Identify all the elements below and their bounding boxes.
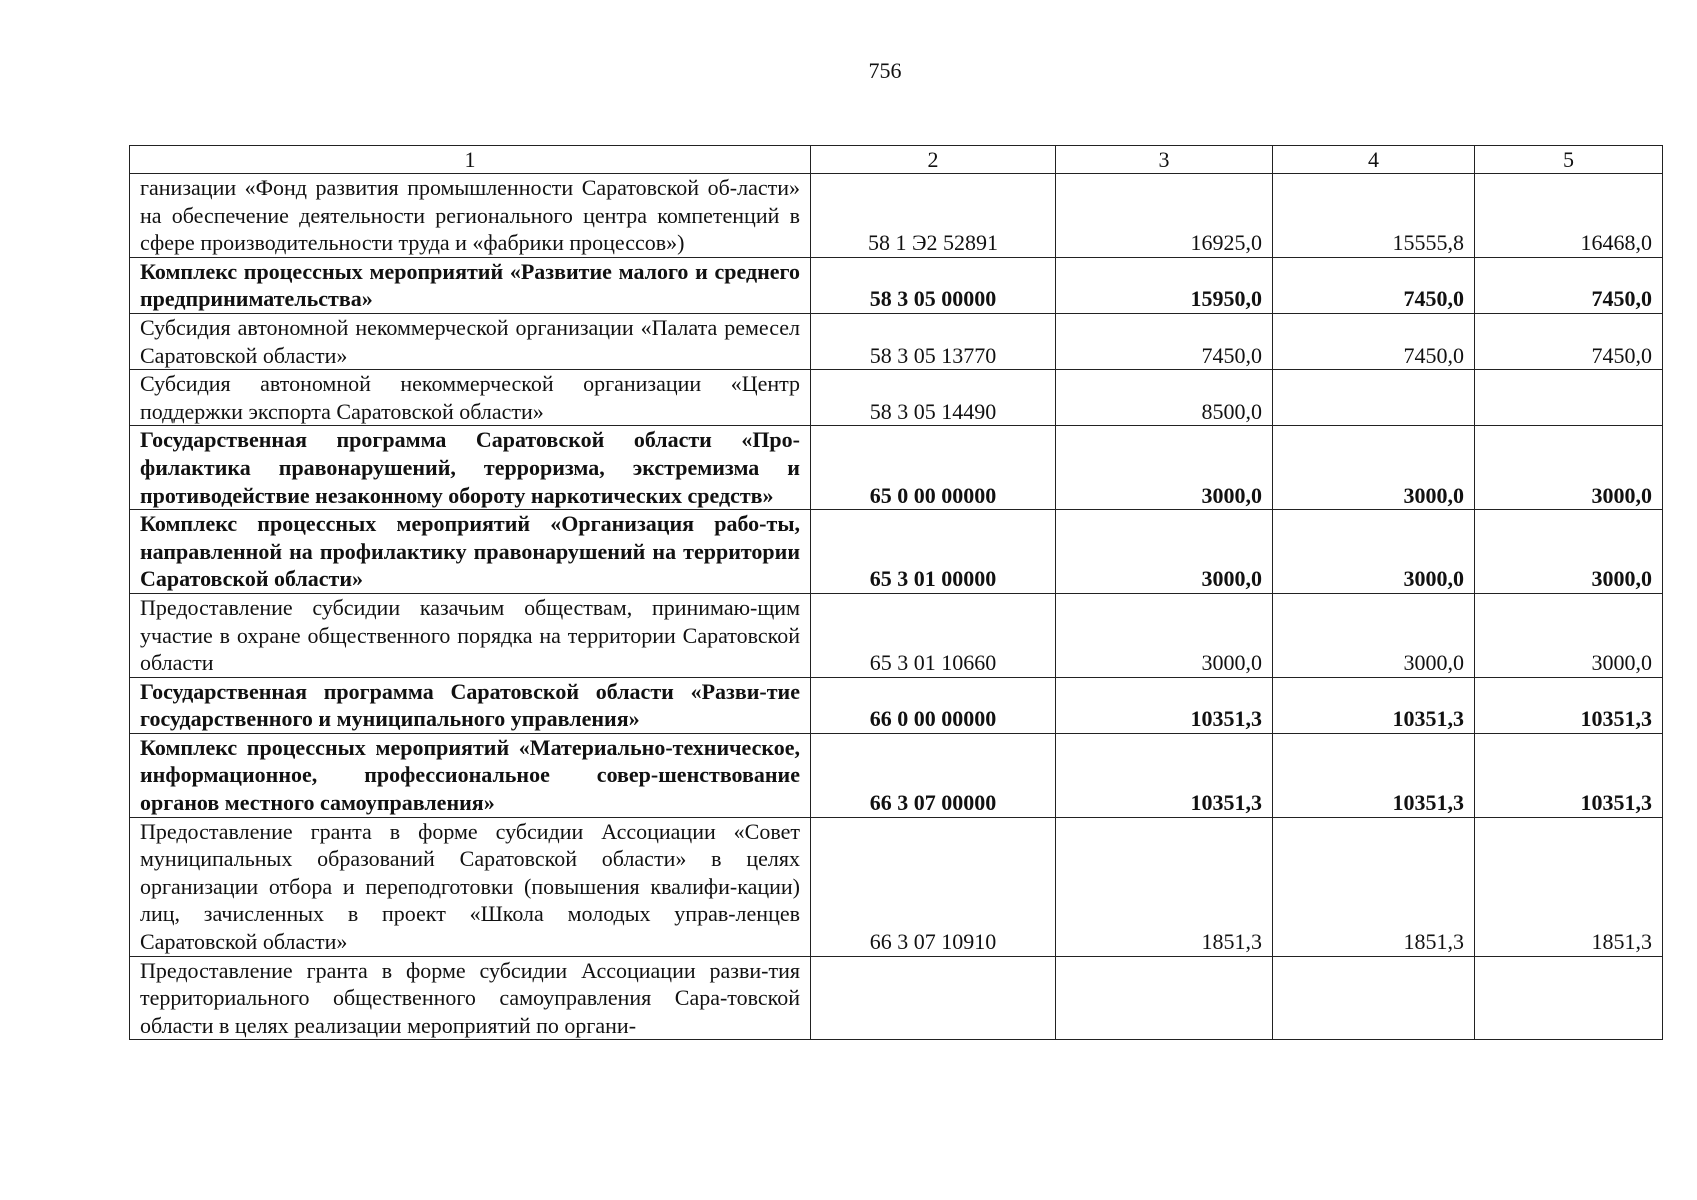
row-value-col5: [1475, 956, 1663, 1040]
row-value-col5: 3000,0: [1475, 426, 1663, 510]
row-value-col5: 16468,0: [1475, 174, 1663, 258]
table-row: [130, 956, 1663, 1040]
row-name: Государственная программа Саратовской области «Разви-тие государственного и муниципального управления»: [130, 677, 811, 733]
row-code: [811, 956, 1056, 1040]
row-code: 65 0 00 00000: [811, 426, 1056, 510]
table-row: [130, 677, 1663, 733]
row-name: Комплекс процессных мероприятий «Материально-техническое, информационное, профессиональное совер-шенствование органов местного самоуправления»: [130, 733, 811, 817]
column-number-2: 2: [811, 146, 1056, 174]
budget-table: [129, 145, 1663, 1040]
table-row: [130, 174, 1663, 258]
row-value-col5: 1851,3: [1475, 817, 1663, 956]
row-name: Предоставление гранта в форме субсидии Ассоциации разви-тия территориального общественного самоуправления Сара-товской области в целях реализации мероприятий по органи-: [130, 956, 811, 1040]
row-value-col5: 7450,0: [1475, 313, 1663, 369]
column-number-4: 4: [1273, 146, 1475, 174]
row-name: Предоставление субсидии казачьим обществам, принимаю-щим участие в охране общественного порядка на территории Саратовской области: [130, 593, 811, 677]
column-number-5: 5: [1475, 146, 1663, 174]
row-value-col4: 3000,0: [1273, 510, 1475, 594]
row-value-col4: 10351,3: [1273, 677, 1475, 733]
row-value-col3: 16925,0: [1056, 174, 1273, 258]
row-code: 58 3 05 00000: [811, 257, 1056, 313]
column-number-3: 3: [1056, 146, 1273, 174]
row-value-col5: 3000,0: [1475, 510, 1663, 594]
table-row: [130, 510, 1663, 594]
row-value-col3: 3000,0: [1056, 593, 1273, 677]
row-value-col4: [1273, 370, 1475, 426]
row-value-col5: 7450,0: [1475, 257, 1663, 313]
page-number: 756: [868, 58, 902, 83]
row-code: 65 3 01 00000: [811, 510, 1056, 594]
row-code: 66 3 07 00000: [811, 733, 1056, 817]
table-row: [130, 733, 1663, 817]
row-value-col5: [1475, 370, 1663, 426]
row-value-col3: 10351,3: [1056, 677, 1273, 733]
row-code: 58 3 05 13770: [811, 313, 1056, 369]
row-value-col3: 10351,3: [1056, 733, 1273, 817]
row-value-col3: 8500,0: [1056, 370, 1273, 426]
row-value-col4: 3000,0: [1273, 426, 1475, 510]
table-row: [130, 593, 1663, 677]
row-value-col5: 3000,0: [1475, 593, 1663, 677]
row-value-col3: 1851,3: [1056, 817, 1273, 956]
table-row: [130, 817, 1663, 956]
row-code: 65 3 01 10660: [811, 593, 1056, 677]
row-name: Государственная программа Саратовской области «Про-филактика правонарушений, терроризма, экстремизма и противодействие незаконному обороту наркотических средств»: [130, 426, 811, 510]
row-value-col4: 15555,8: [1273, 174, 1475, 258]
row-value-col4: 7450,0: [1273, 257, 1475, 313]
row-value-col3: 3000,0: [1056, 510, 1273, 594]
table-row: [130, 313, 1663, 369]
table-row: [130, 370, 1663, 426]
row-value-col4: 10351,3: [1273, 733, 1475, 817]
row-value-col3: 7450,0: [1056, 313, 1273, 369]
row-value-col3: [1056, 956, 1273, 1040]
row-code: 66 0 00 00000: [811, 677, 1056, 733]
column-number-1: 1: [130, 146, 811, 174]
row-name: Комплекс процессных мероприятий «Развитие малого и среднего предпринимательства»: [130, 257, 811, 313]
column-number-row: [130, 146, 1663, 174]
row-name: Субсидия автономной некоммерческой организации «Палата ремесел Саратовской области»: [130, 313, 811, 369]
table-row: [130, 257, 1663, 313]
row-code: 66 3 07 10910: [811, 817, 1056, 956]
row-code: 58 3 05 14490: [811, 370, 1056, 426]
table-row: [130, 426, 1663, 510]
row-value-col4: 1851,3: [1273, 817, 1475, 956]
row-value-col3: 15950,0: [1056, 257, 1273, 313]
row-name: ганизации «Фонд развития промышленности Саратовской об-ласти» на обеспечение деятельности регионального центра компетенций в сфере производительности труда и «фабрики процессов»): [130, 174, 811, 258]
row-value-col5: 10351,3: [1475, 733, 1663, 817]
row-code: 58 1 Э2 52891: [811, 174, 1056, 258]
row-value-col4: 3000,0: [1273, 593, 1475, 677]
row-name: Предоставление гранта в форме субсидии Ассоциации «Совет муниципальных образований Саратовской области» в целях организации отбора и переподготовки (повышения квалифи-кации) лиц, зачисленных в проект «Школа молодых управ-ленцев Саратовской области»: [130, 817, 811, 956]
row-name: Комплекс процессных мероприятий «Организация рабо-ты, направленной на профилактику правонарушений на территории Саратовской области»: [130, 510, 811, 594]
row-value-col5: 10351,3: [1475, 677, 1663, 733]
row-name: Субсидия автономной некоммерческой организации «Центр поддержки экспорта Саратовской области»: [130, 370, 811, 426]
row-value-col4: [1273, 956, 1475, 1040]
row-value-col4: 7450,0: [1273, 313, 1475, 369]
row-value-col3: 3000,0: [1056, 426, 1273, 510]
